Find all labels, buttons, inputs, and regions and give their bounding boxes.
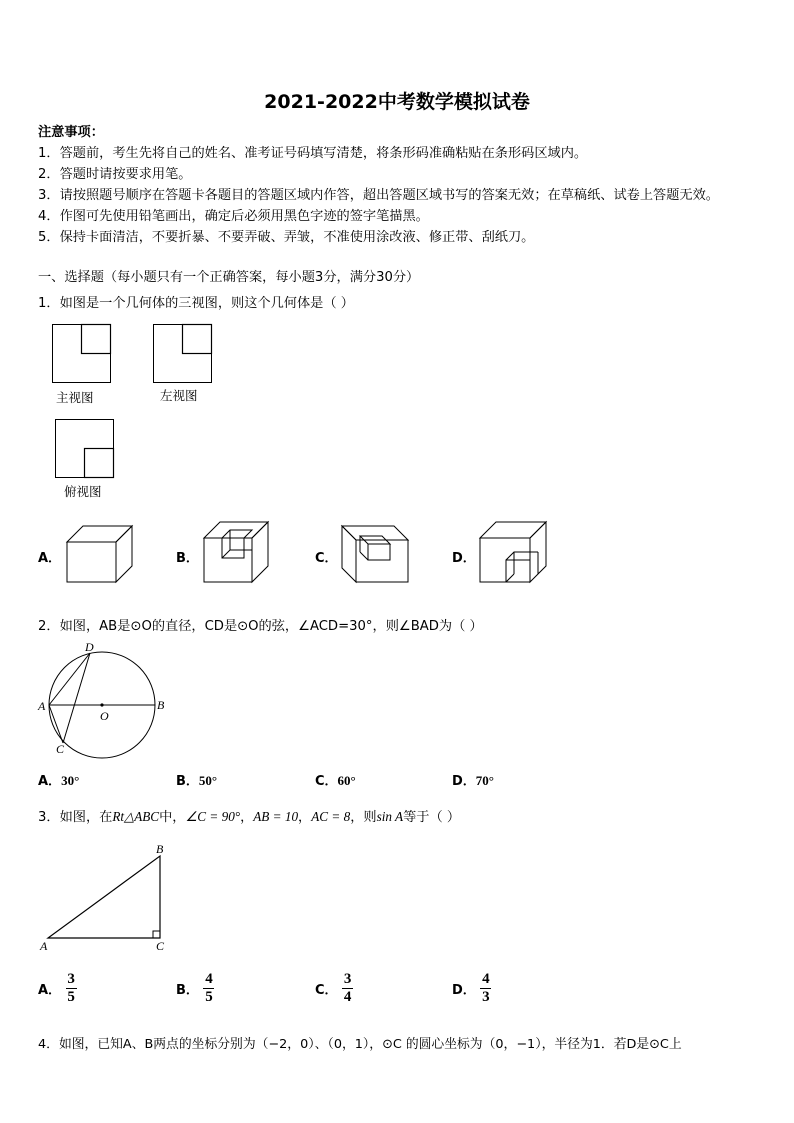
q3-point-c: C (156, 939, 165, 953)
q3-point-b: B (156, 842, 164, 856)
q2-option-b: B．50° (176, 773, 218, 789)
notice-heading: 注意事项： (38, 125, 104, 140)
question-1-text: 1．如图是一个几何体的三视图，则这个几何体是（ ） (38, 296, 354, 311)
notice-item-2: 2．答题时请按要求用笔。 (38, 167, 192, 182)
page-title: 2021-2022中考数学模拟试卷 (264, 91, 530, 113)
q2-circle-figure (36, 640, 172, 756)
top-view-figure (55, 419, 115, 479)
q2-point-d: D (85, 640, 94, 654)
notice-item-1: 1．答题前，考生先将自己的姓名、准考证号码填写清楚，将条形码准确粘贴在条形码区域内。 (38, 146, 588, 161)
q1-option-d-solid (478, 520, 550, 586)
q2-point-a: A (38, 699, 46, 713)
q1-option-b-solid (202, 520, 272, 586)
top-view-caption: 俯视图 (64, 484, 102, 499)
notice-item-4: 4．作图可先使用铅笔画出，确定后必须用黑色字迹的签字笔描黑。 (38, 209, 429, 224)
q2-option-d: D．70° (452, 773, 494, 789)
q1-option-d-label: D． (452, 551, 476, 566)
side-view-figure (153, 324, 213, 384)
question-3-text: 3．如图，在Rt△ABC中，∠C = 90°，AB = 10，AC = 8，则sin A等于（ ） (38, 809, 461, 825)
q3-option-d: D． $\frac{4}{3}$ (452, 971, 490, 1005)
q2-option-c: C．60° (315, 773, 356, 789)
q3-point-a: A (40, 939, 48, 953)
q1-option-b-label: B． (176, 551, 199, 566)
q2-point-o: O (100, 709, 109, 723)
section-heading-choice: 一、选择题（每小题只有一个正确答案，每小题3分，满分30分） (38, 270, 420, 285)
notice-item-5: 5．保持卡面清洁，不要折暴、不要弄破、弄皱，不准使用涂改液、修正带、刮纸刀。 (38, 230, 535, 245)
q1-option-a-label: A． (38, 551, 62, 566)
q3-option-a: A． $\frac{3}{5}$ (38, 971, 75, 1005)
q1-option-a-cube (65, 524, 135, 584)
front-view-caption: 主视图 (56, 390, 94, 405)
q1-option-c-solid (340, 522, 412, 588)
front-view-figure (52, 324, 112, 384)
question-2-text: 2．如图，AB是⊙O的直径，CD是⊙O的弦，∠ACD=30°，则∠BAD为（ ） (38, 619, 483, 634)
side-view-caption: 左视图 (160, 388, 198, 403)
question-4-text: 4．如图，已知A、B两点的坐标分别为（−2，0）、（0，1），⊙C 的圆心坐标为（0，−1），半径为1．若D是⊙C上 (38, 1037, 682, 1052)
q2-point-b: B (157, 698, 165, 712)
q2-option-a: A．30° (38, 773, 80, 789)
q2-point-c: C (56, 742, 65, 756)
q3-option-b: B． $\frac{4}{5}$ (176, 971, 213, 1005)
q3-triangle-figure (38, 842, 178, 954)
notice-item-3: 3．请按照题号顺序在答题卡各题目的答题区域内作答，超出答题区域书写的答案无效；在草稿纸、试卷上答题无效。 (38, 188, 719, 203)
q1-option-c-label: C． (315, 551, 338, 566)
q3-option-c: C． $\frac{3}{4}$ (315, 971, 352, 1005)
